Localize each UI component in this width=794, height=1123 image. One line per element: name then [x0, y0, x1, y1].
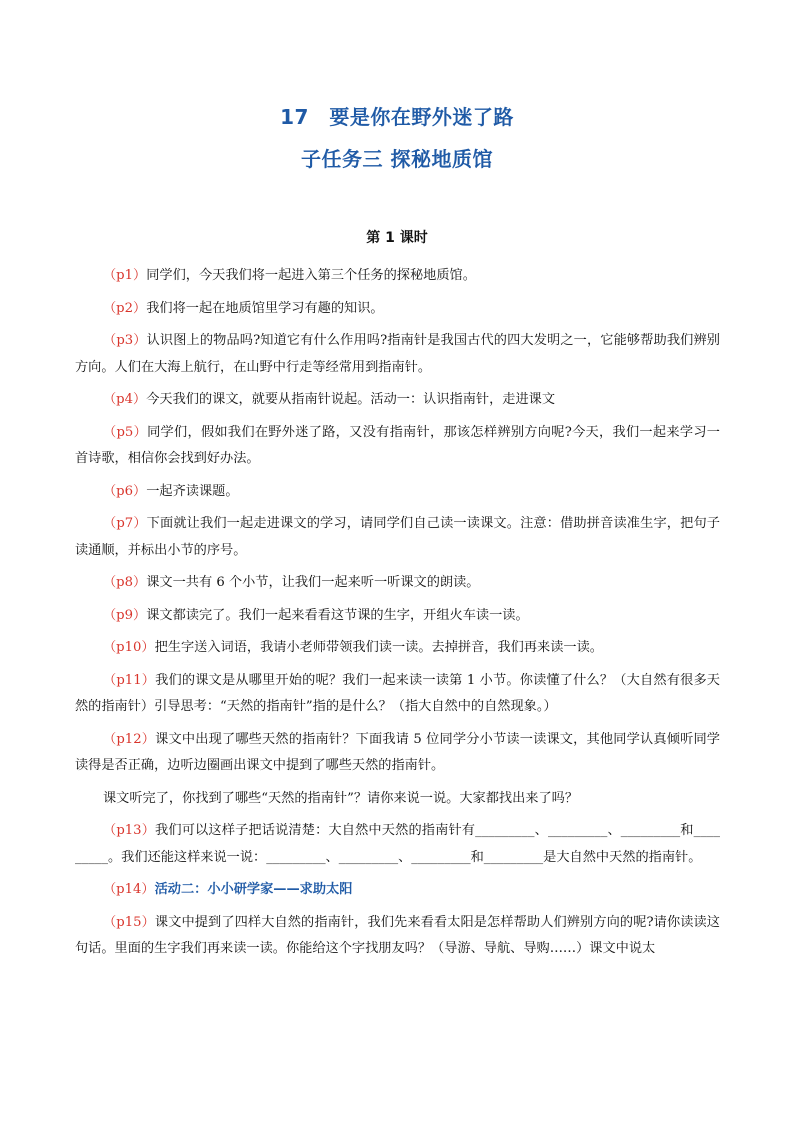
- paragraph-text: 把生字送入词语，我请小老师带领我们读一读。去掉拼音，我们再来读一读。: [154, 640, 603, 655]
- paragraph-p1: [75, 263, 720, 290]
- page-tag: （p10）: [103, 640, 155, 655]
- page-tag: （p11）: [103, 672, 156, 688]
- paragraph-text: 课文中出现了哪些天然的指南针？下面我请 5 位同学分小节读一读课文，其他同学认真倾听同学读得是否正确，边听边圈画出课文中提到了哪些天然的指南针。: [75, 731, 720, 773]
- lesson-subtitle: 子任务三 探秘地质馆: [301, 147, 493, 171]
- paragraph-text: 同学们，今天我们将一起进入第三个任务的探秘地质馆。: [146, 268, 476, 283]
- paragraph-text: 课文中提到了四样大自然的指南针，我们先来看看太阳是怎样帮助人们辨别方向的呢?请你读读这句话。里面的生字我们再来读一读。你能给这个字找朋友吗？（导游、导航、导购……）课文中说太: [75, 914, 720, 956]
- paragraph-text: 我们将一起在地质馆里学习有趣的知识。: [146, 300, 384, 316]
- page-tag: （p1）: [103, 268, 147, 283]
- paragraph-p4: [75, 387, 720, 414]
- page-tag: （p3）: [103, 333, 147, 348]
- paragraph-text: 同学们，假如我们在野外迷了路，又没有指南针，那该怎样辨别方向呢?今天，我们一起来学习一首诗歌，相信你会找到好办法。: [75, 424, 720, 466]
- paragraph-text: 今天我们的课文，就要从指南针说起。活动一：认识指南针，走进课文: [146, 392, 556, 407]
- page-tag: （p8）: [103, 575, 147, 590]
- paragraph-text: 我们可以这样子把话说清楚：大自然中天然的指南针有_________、_________、_________和_________。我们还能这样来说一说：_________、_________、_________和_________是大自然中天然的指南针。: [75, 823, 720, 865]
- paragraph-p3: [75, 328, 720, 381]
- paragraph-text: 认识图上的物品吗?知道它有什么作用吗?指南针是我国古代的四大发明之一，它能够帮助我们辨别方向。人们在大海上航行，在山野中行走等经常用到指南针。: [75, 333, 720, 375]
- lesson-body: [75, 263, 720, 969]
- page-tag: （p6）: [103, 483, 147, 499]
- paragraph-p13: [75, 818, 720, 871]
- activity-heading: 活动二：小小研学家——求助太阳: [154, 882, 353, 897]
- paragraph-p14: [75, 877, 720, 904]
- page-tag: （p15）: [103, 914, 155, 930]
- page-tag: （p2）: [103, 300, 147, 316]
- page-tag: （p5）: [103, 424, 148, 440]
- paragraph-p9: [75, 603, 720, 630]
- paragraph-p10: [75, 635, 720, 662]
- paragraph-p5: [75, 420, 720, 473]
- page-tag: （p12）: [103, 731, 156, 747]
- paragraph-p6: [75, 479, 720, 506]
- paragraph-text: 课文听完了，你找到了哪些“天然的指南针”？请你来说一说。大家都找出来了吗？: [103, 790, 579, 806]
- paragraph-followup: [75, 786, 720, 813]
- paragraph-p12: [75, 727, 720, 780]
- paragraph-text: 课文都读完了。我们一起来看看这节课的生字，开组火车读一读。: [146, 607, 529, 623]
- page-tag: （p7）: [103, 516, 147, 531]
- paragraph-p8: [75, 570, 720, 597]
- page-tag: （p13）: [103, 823, 156, 838]
- paragraph-p11: [75, 668, 720, 721]
- lesson-title: 17 要是你在野外迷了路: [280, 105, 514, 129]
- page-tag: （p4）: [103, 392, 147, 407]
- paragraph-text: 课文一共有 6 个小节，让我们一起来听一听课文的朗读。: [146, 575, 480, 590]
- paragraph-text: 一起齐读课题。: [146, 483, 239, 499]
- page-tag: （p14）: [103, 882, 155, 897]
- page-tag: （p9）: [103, 607, 147, 623]
- lesson-period: 第 1 课时: [366, 230, 428, 246]
- paragraph-text: 下面就让我们一起走进课文的学习，请同学们自己读一读课文。注意：借助拼音读准生字，把句子读通顺，并标出小节的序号。: [75, 516, 720, 558]
- paragraph-p15: [75, 910, 720, 963]
- paragraph-p7: [75, 511, 720, 564]
- paragraph-text: 我们的课文是从哪里开始的呢？我们一起来读一读第 1 小节。你读懂了什么？（大自然有很多天然的指南针）引导思考：“天然的指南针”指的是什么？（指大自然中的自然现象。）: [75, 672, 720, 714]
- paragraph-p2: [75, 296, 720, 323]
